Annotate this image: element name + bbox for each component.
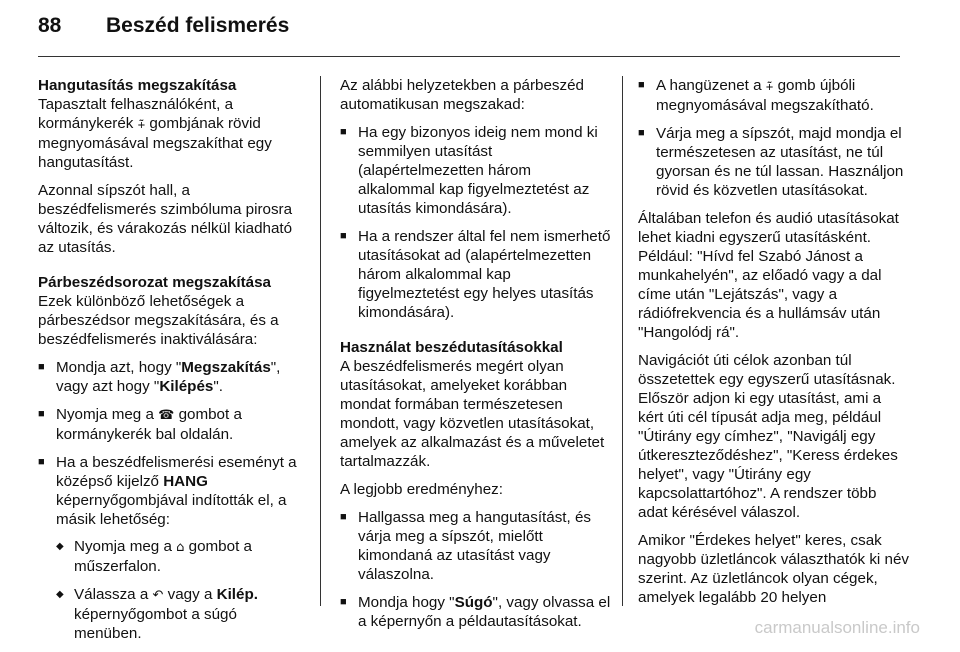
voice-icon: ⨤ [137, 117, 146, 132]
list-item: ■ Mondja azt, hogy "Megszakítás", vagy azt hogy "Kilépés". [38, 358, 308, 396]
list-item: ■ Ha a beszédfelismerési eseményt a középső kijelző HANG képernyőgombjával indították el, a másik lehetőség: ◆ Nyomja meg a ⌂ gombot a műszerfalon. ◆ Válassza a ↶ vagy a Kilép. képernyőgombot a súgó menüben. [38, 453, 308, 643]
bullet-list [340, 508, 612, 631]
paragraph: A beszédfelismerés megért olyan utasításokat, amelyeket korábban mondat formában természetesen mondott, vagy közvetlen utasításokat, amelyek az alkalmazást és a műveletet tartalmazzák. [340, 358, 605, 470]
header-rule [38, 56, 900, 57]
paragraph: Amikor "Érdekes helyet" keres, csak nagyobb üzletláncok választhatók ki név szerint. Az üzletláncok olyan cégek, amelyek legalább 20 helyen [638, 532, 910, 606]
back-icon: ↶ [152, 588, 164, 603]
watermark: carmanualsonline.info [754, 618, 920, 637]
section-heading: Párbeszédsorozat megszakítása [38, 274, 271, 291]
column-3 [638, 76, 910, 616]
bullet-list [340, 123, 612, 322]
bullet-list [38, 358, 308, 643]
voice-icon: ⨤ [765, 79, 774, 94]
column-2 [340, 76, 612, 640]
section-heading: Használat beszédutasításokkal [340, 339, 563, 356]
list-item: ◆ Nyomja meg a ⌂ gombot a műszerfalon. [56, 537, 308, 576]
page-header [0, 0, 960, 60]
list-item: ■ A hangüzenet a ⨤ gomb újbóli megnyomásával megszakítható. [638, 76, 910, 115]
list-item: ■ Ha a rendszer által fel nem ismerhető utasításokat ad (alapértelmezetten három alkalommal kap figyelmeztetést egy helyes utasítás kimondására). [340, 227, 612, 322]
list-item: ◆ Válassza a ↶ vagy a Kilép. képernyőgombot a súgó menüben. [56, 585, 308, 643]
paragraph: Ezek különböző lehetőségek a párbeszédsor megszakítására, és a beszédfelismerés inaktiválására: [38, 293, 279, 348]
hangup-icon: ☎ [158, 408, 175, 423]
paragraph: Általában telefon és audió utasításokat lehet kiadni egyszerű utasításként. Például: "Hívd fel Szabó Jánost a munkahelyén", az előadó vagy a dal címe után "Lejátszás", vagy a rádiófrekvencia és a hullámsáv után "Hangolódj rá". [638, 210, 899, 341]
page-title: Beszéd felismerés [106, 14, 290, 37]
list-item: ■ Ha egy bizonyos ideig nem mond ki semmilyen utasítást (alapértelmezetten három alkalommal kap figyelmeztetést az utasítás kimondására). [340, 123, 612, 218]
page-number: 88 [38, 14, 62, 37]
paragraph: Navigációt úti célok azonban túl összetettek egy egyszerű utasításnak. Először adjon ki egy utasítást, ami a kért úti cél típusát adja meg, például "Útirány egy címhez", "Navigálj egy útkereszteződéshez", "Keress érdekes helyet", vagy "Útirány egy kapcsolattartóhoz". A rendszer több adat kérésével válaszol. [638, 352, 898, 521]
paragraph: Tapasztalt felhasználóként, a kormánykerék ⨤ gombjának rövid megnyomásával megszakíthat egy hangutasítást. [38, 96, 272, 171]
list-item: ■ Hallgassa meg a hangutasítást, és várja meg a sípszót, mielőtt kimondaná az utasítást vagy válaszolna. [340, 508, 612, 584]
home-icon: ⌂ [176, 540, 185, 555]
paragraph: Azonnal sípszót hall, a beszédfelismerés szimbóluma pirosra változik, és várakozás nélkül kiadható az utasítás. [38, 182, 293, 256]
bullet-list [638, 76, 910, 200]
paragraph: Az alábbi helyzetekben a párbeszéd automatikusan megszakad: [340, 77, 585, 113]
column-divider [622, 76, 623, 606]
paragraph: A legjobb eredményhez: [340, 481, 503, 498]
list-item: ■ Várja meg a sípszót, majd mondja el természetesen az utasítást, ne túl gyorsan és ne túl lassan. Használjon rövid és közvetlen utasításokat. [638, 124, 910, 200]
list-item: ■ Mondja hogy "Súgó", vagy olvassa el a képernyőn a példautasításokat. [340, 593, 612, 631]
column-divider [320, 76, 321, 606]
list-item: ■ Nyomja meg a ☎ gombot a kormánykerék bal oldalán. [38, 405, 308, 444]
column-1 [38, 76, 308, 652]
section-heading: Hangutasítás megszakítása [38, 77, 237, 94]
sub-list [56, 537, 308, 643]
